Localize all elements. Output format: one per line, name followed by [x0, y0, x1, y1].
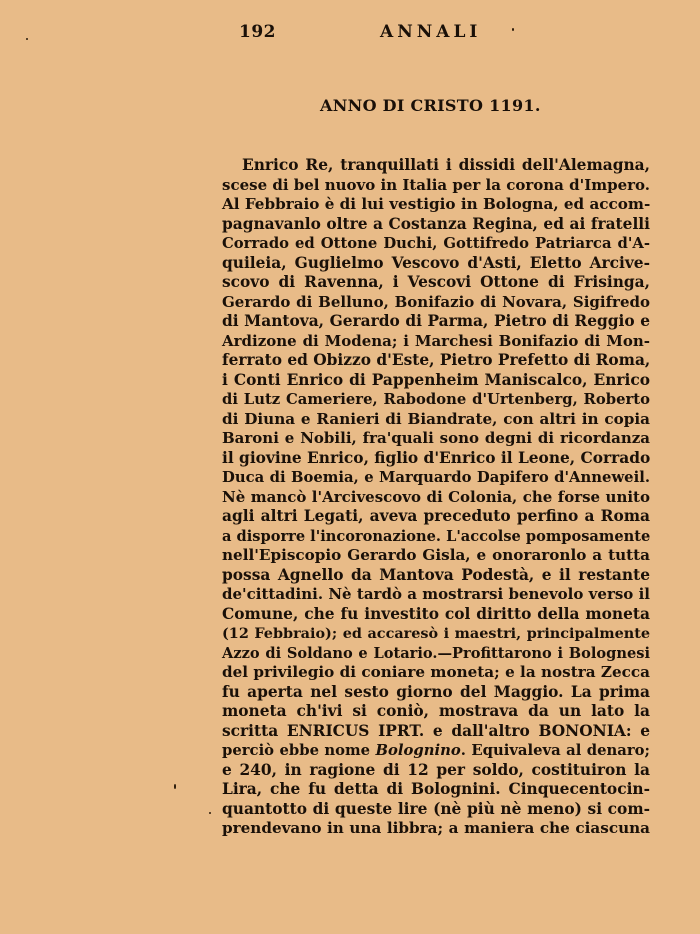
ink-speck	[512, 28, 514, 31]
text-line: pagnavanlo oltre a Costanza Regina, ed ai fratelli	[222, 214, 650, 233]
text-line: prendevano in una libbra; a maniera che ciascuna	[222, 819, 650, 837]
ink-speck	[209, 812, 211, 814]
text-line: i Conti Enrico di Pappenheim Maniscalco, Enrico	[222, 370, 650, 389]
running-head	[0, 22, 700, 44]
text-line: il giovine Enrico, figlio d'Enrico il Leone, Corrado	[222, 448, 651, 467]
text-line: perciò ebbe nome Bolognino. Equivaleva al denaro;	[222, 742, 650, 759]
text-line: e 240, in ragione di 12 per soldo, costituiron la	[222, 760, 650, 779]
text-line: a disporre l'incoronazione. L'accolse pomposamente	[222, 527, 651, 545]
text-line: Azzo di Soldano e Lotario.—Profittarono i Bolognesi	[222, 644, 650, 662]
text-line: scritta ENRICUS IPRT. e dall'altro BONONIA: e	[222, 721, 650, 740]
text-line: Corrado ed Ottone Duchi, Gottifredo Patriarca d'A-	[222, 235, 650, 252]
text-line: Duca di Boemia, e Marquardo Dapifero d'Anneweil.	[222, 469, 650, 486]
text-line: Ardizone di Modena; i Marchesi Bonifazio di Mon-	[222, 331, 650, 350]
text-line: scese di bel nuovo in Italia per la corona d'Impero.	[222, 175, 650, 194]
text-line: Comune, che fu investito col diritto della moneta	[222, 604, 650, 623]
ink-speck	[174, 784, 176, 789]
text-line: quantotto di queste lire (nè più nè meno) si com-	[222, 799, 650, 818]
text-line: di Mantova, Gerardo di Parma, Pietro di Reggio e	[222, 312, 650, 330]
text-line: di Lutz Cameriere, Rabodone d'Urtenberg, Roberto	[222, 391, 650, 408]
text-line: possa Agnello da Mantova Podestà, e il restante	[222, 565, 650, 584]
running-title: ANNALI	[380, 22, 482, 42]
text-line: Baroni e Nobili, fra'quali sono degni di ricordanza	[222, 429, 650, 447]
section-heading: ANNO DI CRISTO 1191.	[320, 96, 541, 115]
text-line: Enrico Re, tranquillati i dissidi dell'Alemagna,	[242, 156, 650, 174]
text-line: fu aperta nel sesto giorno del Maggio. La prima	[222, 682, 650, 701]
text-line: di Diuna e Ranieri di Biandrate, con altri in copia	[222, 409, 650, 428]
text-line: scovo di Ravenna, i Vescovi Ottone di Frisinga,	[222, 273, 650, 291]
text-line: agli altri Legati, aveva preceduto perfino a Roma	[222, 507, 650, 525]
text-line: de'cittadini. Nè tardò a mostrarsi benevolo verso il	[222, 585, 650, 603]
text-line: del privilegio di coniare moneta; e la nostra Zecca	[222, 663, 650, 681]
text-line: moneta ch'ivi si coniò, mostrava da un lato la	[222, 702, 650, 720]
text-line: (12 Febbraio); ed accaresò i maestri, principalmente	[222, 625, 650, 642]
text-line: Al Febbraio è di lui vestigio in Bologna, ed accom-	[222, 195, 651, 213]
text-line: Lira, che fu detta di Bolognini. Cinquecentocin-	[222, 780, 650, 798]
text-line: quileia, Guglielmo Vescovo d'Asti, Eletto Arcive-	[222, 253, 650, 272]
body-text	[222, 156, 650, 839]
page-number: 192	[239, 22, 276, 42]
text-line: Gerardo di Belluno, Bonifazio di Novara, Sigifredo	[222, 292, 650, 311]
text-line: Nè mancò l'Arcivescovo di Colonia, che forse unito	[222, 487, 650, 506]
ink-speck	[26, 38, 28, 40]
text-line: ferrato ed Obizzo d'Este, Pietro Prefetto di Roma,	[222, 351, 651, 369]
text-line: nell'Episcopio Gerardo Gisla, e onoraronlo a tutta	[222, 546, 650, 564]
